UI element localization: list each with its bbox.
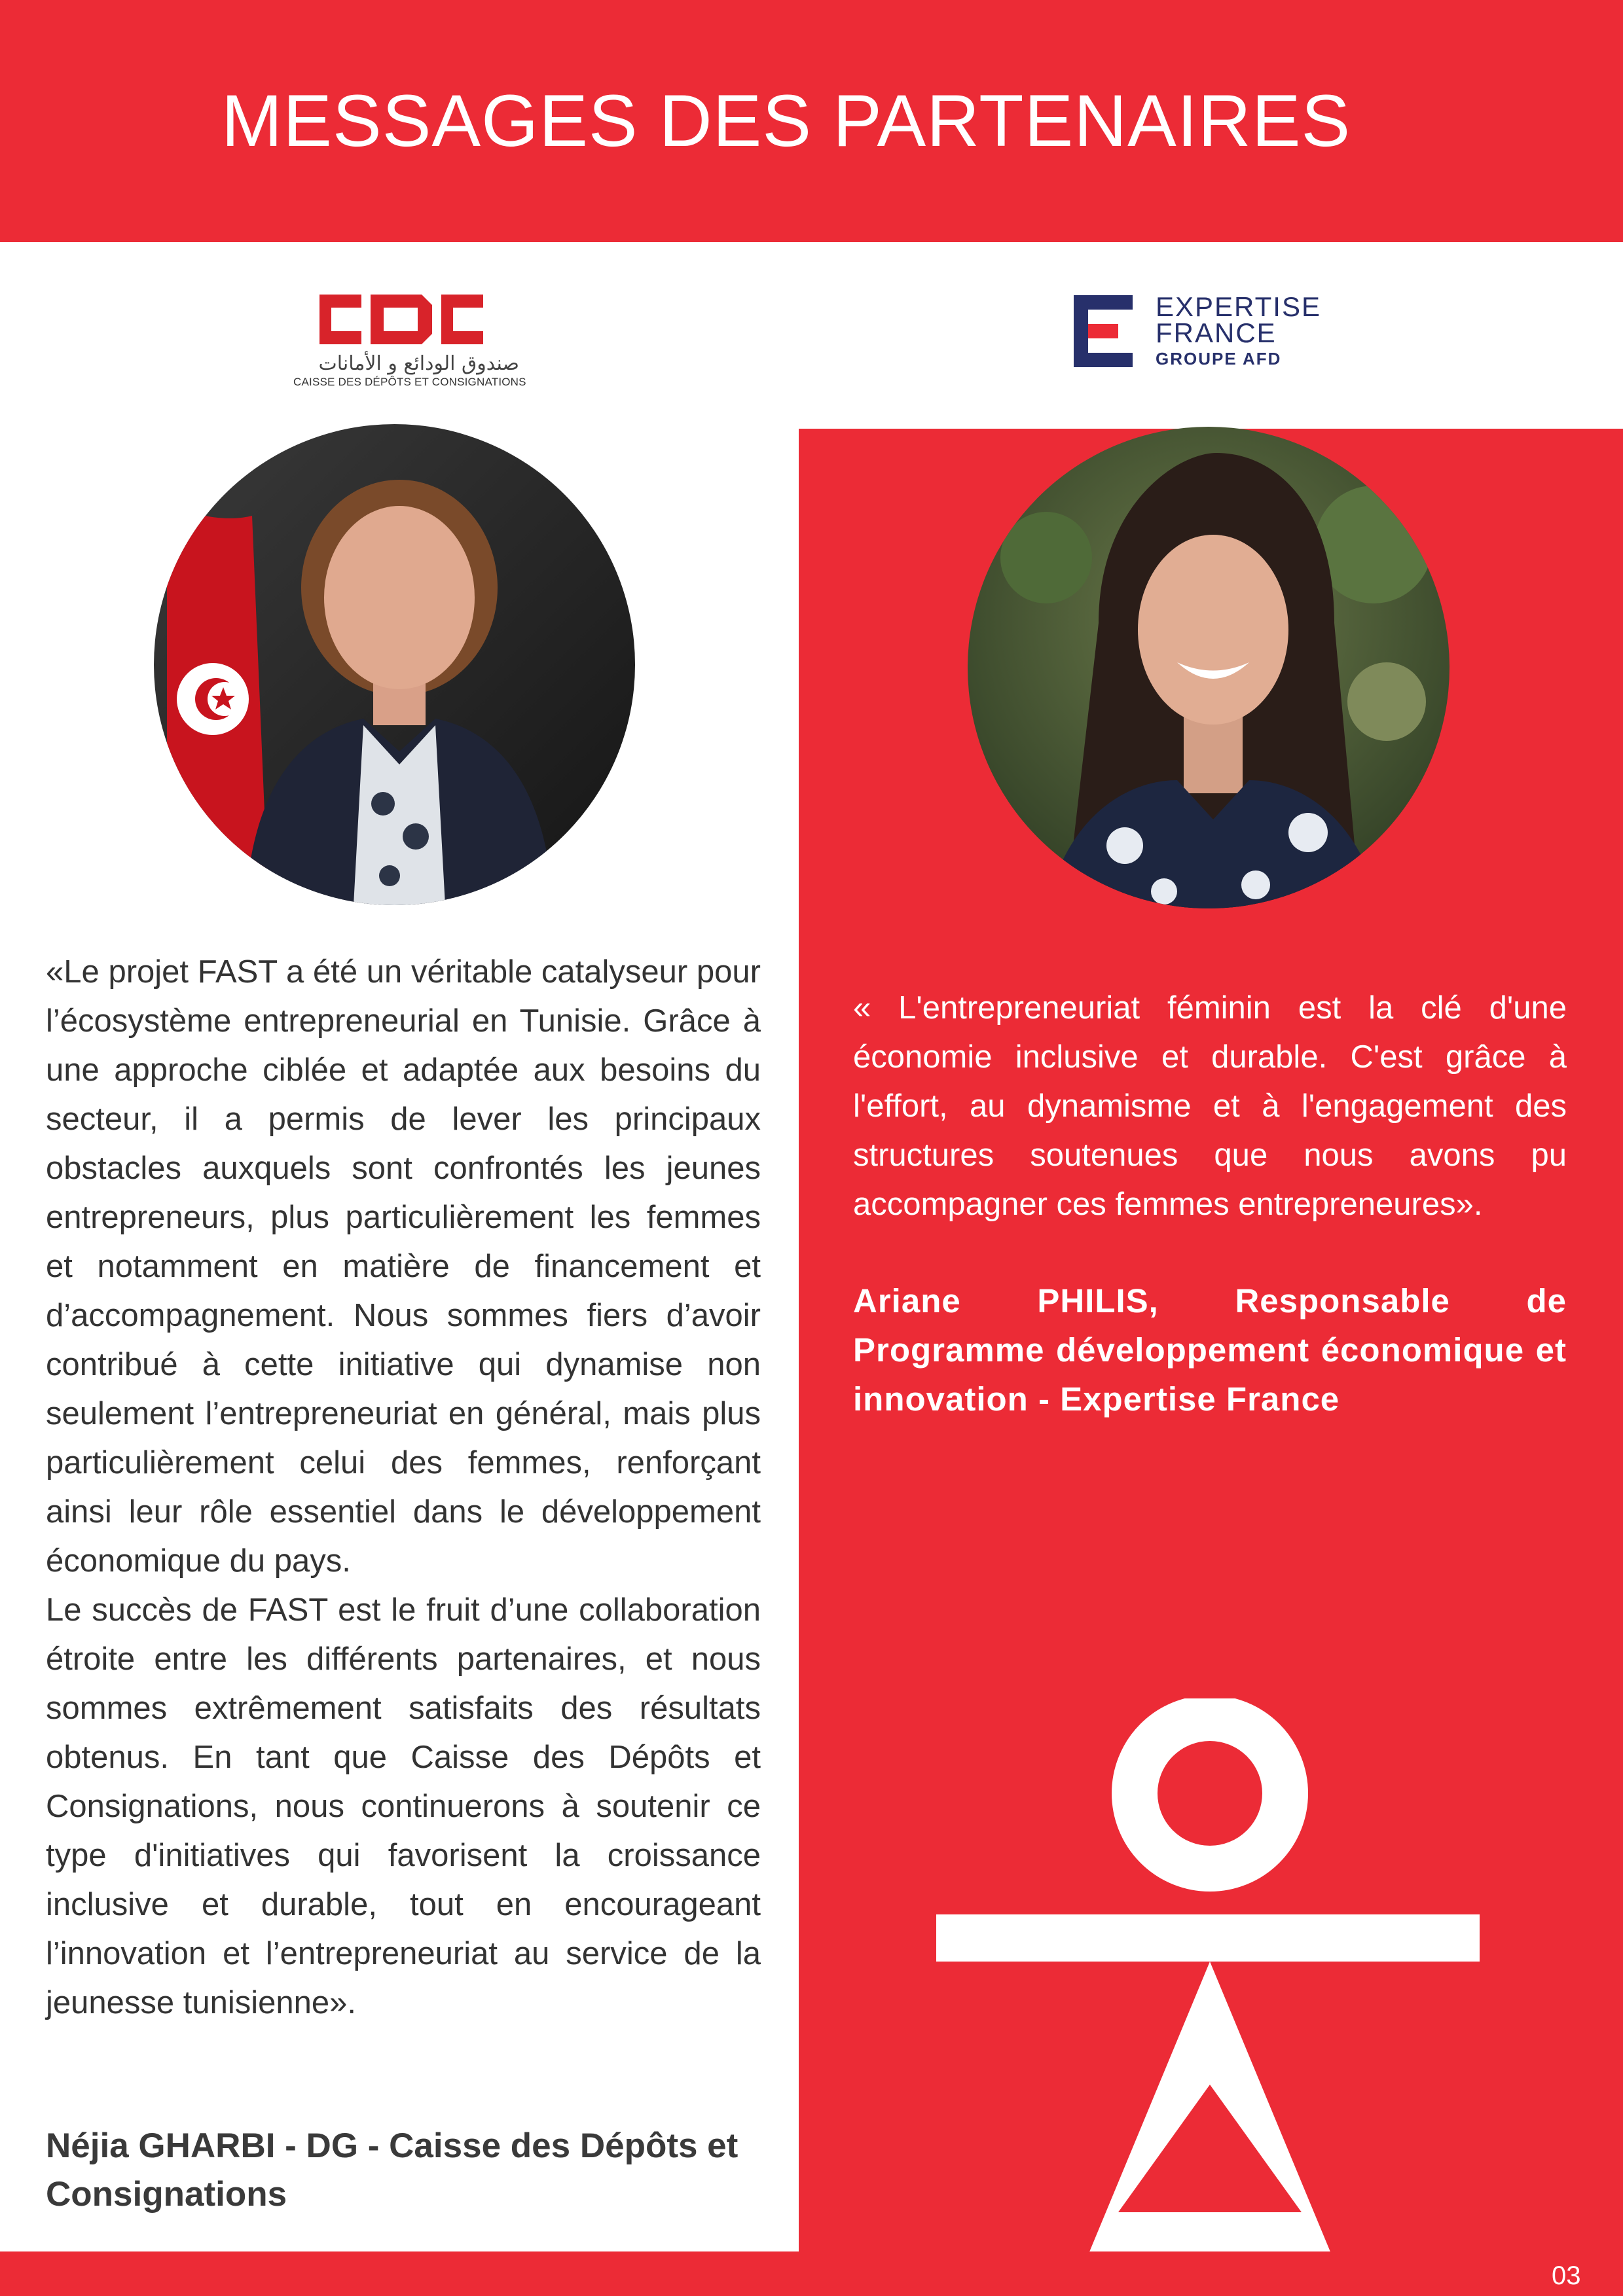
figure-logo-mark-icon — [936, 1698, 1480, 2296]
expertise-france-line2: FRANCE — [1156, 317, 1277, 348]
cdc-quote — [46, 948, 761, 2028]
page-header — [0, 0, 1623, 242]
expertise-france-line1: EXPERTISE — [1156, 291, 1321, 322]
cdc-logo — [293, 291, 526, 389]
bottom-strip — [0, 2251, 1623, 2296]
cdc-logo-mark — [293, 291, 519, 348]
cdc-signature: Néjia GHARBI - DG - Caisse des Dépôts et Consignations — [46, 2126, 739, 2214]
page-title: MESSAGES DES PARTENAIRES — [221, 80, 1351, 162]
cdc-full-name: CAISSE DES DÉPÔTS ET CONSIGNATIONS — [293, 376, 526, 388]
expertise-france-logo — [1074, 291, 1322, 370]
portrait-nejia-gharbi — [154, 424, 635, 905]
expertise-france-signature: Ariane PHILIS, Responsable de Programme développement économique et innovation - Expertise France — [853, 1282, 1567, 1418]
expertise-france-quote: « L'entrepreneuriat féminin est la clé d'une économie inclusive et durable. C'est grâce à l'effort, au dynamisme et à l'engagement des structures soutenues que nous avons pu accompagner ces femmes entrepreneures». — [853, 990, 1567, 1222]
expertise-france-mark-icon — [1074, 295, 1133, 367]
cdc-arabic-name: صندوق الودائع و الأمانات — [318, 352, 519, 375]
cdc-quote-paragraph-2: Le succès de FAST est le fruit d’une collaboration étroite entre les différents partenaires, et nous sommes extrêmement satisfaits des résultats obtenus. En tant que Caisse des Dépôts et Consignations, nous continuerons à soutenir ce type d'initiatives qui favorisent la croissance inclusive et durable, tout en encourageant l’innovation et l’entrepreneuriat au service de la jeunesse tunisienne». — [46, 1592, 761, 2020]
cdc-quote-paragraph-1: «Le projet FAST a été un véritable catalyseur pour l’écosystème entrepreneurial en Tunisie. Grâce à une approche ciblée et adaptée aux besoins du secteur, il a permis de lever les principaux obstacles auxquels sont confrontés les jeunes entrepreneurs, plus particulièrement les femmes et notamment en matière de financement et d’accompagnement. Nous sommes fiers d’avoir contribué à cette initiative qui dynamise non seulement l’entrepreneuriat en général, mais plus particulièrement celui des femmes, renforçant ainsi leur rôle essentiel dans le développement économique du pays. — [46, 954, 761, 1579]
portrait-ariane-philis — [968, 427, 1450, 908]
expertise-france-line3: GROUPE AFD — [1156, 349, 1282, 368]
page-number: 03 — [1552, 2261, 1581, 2290]
